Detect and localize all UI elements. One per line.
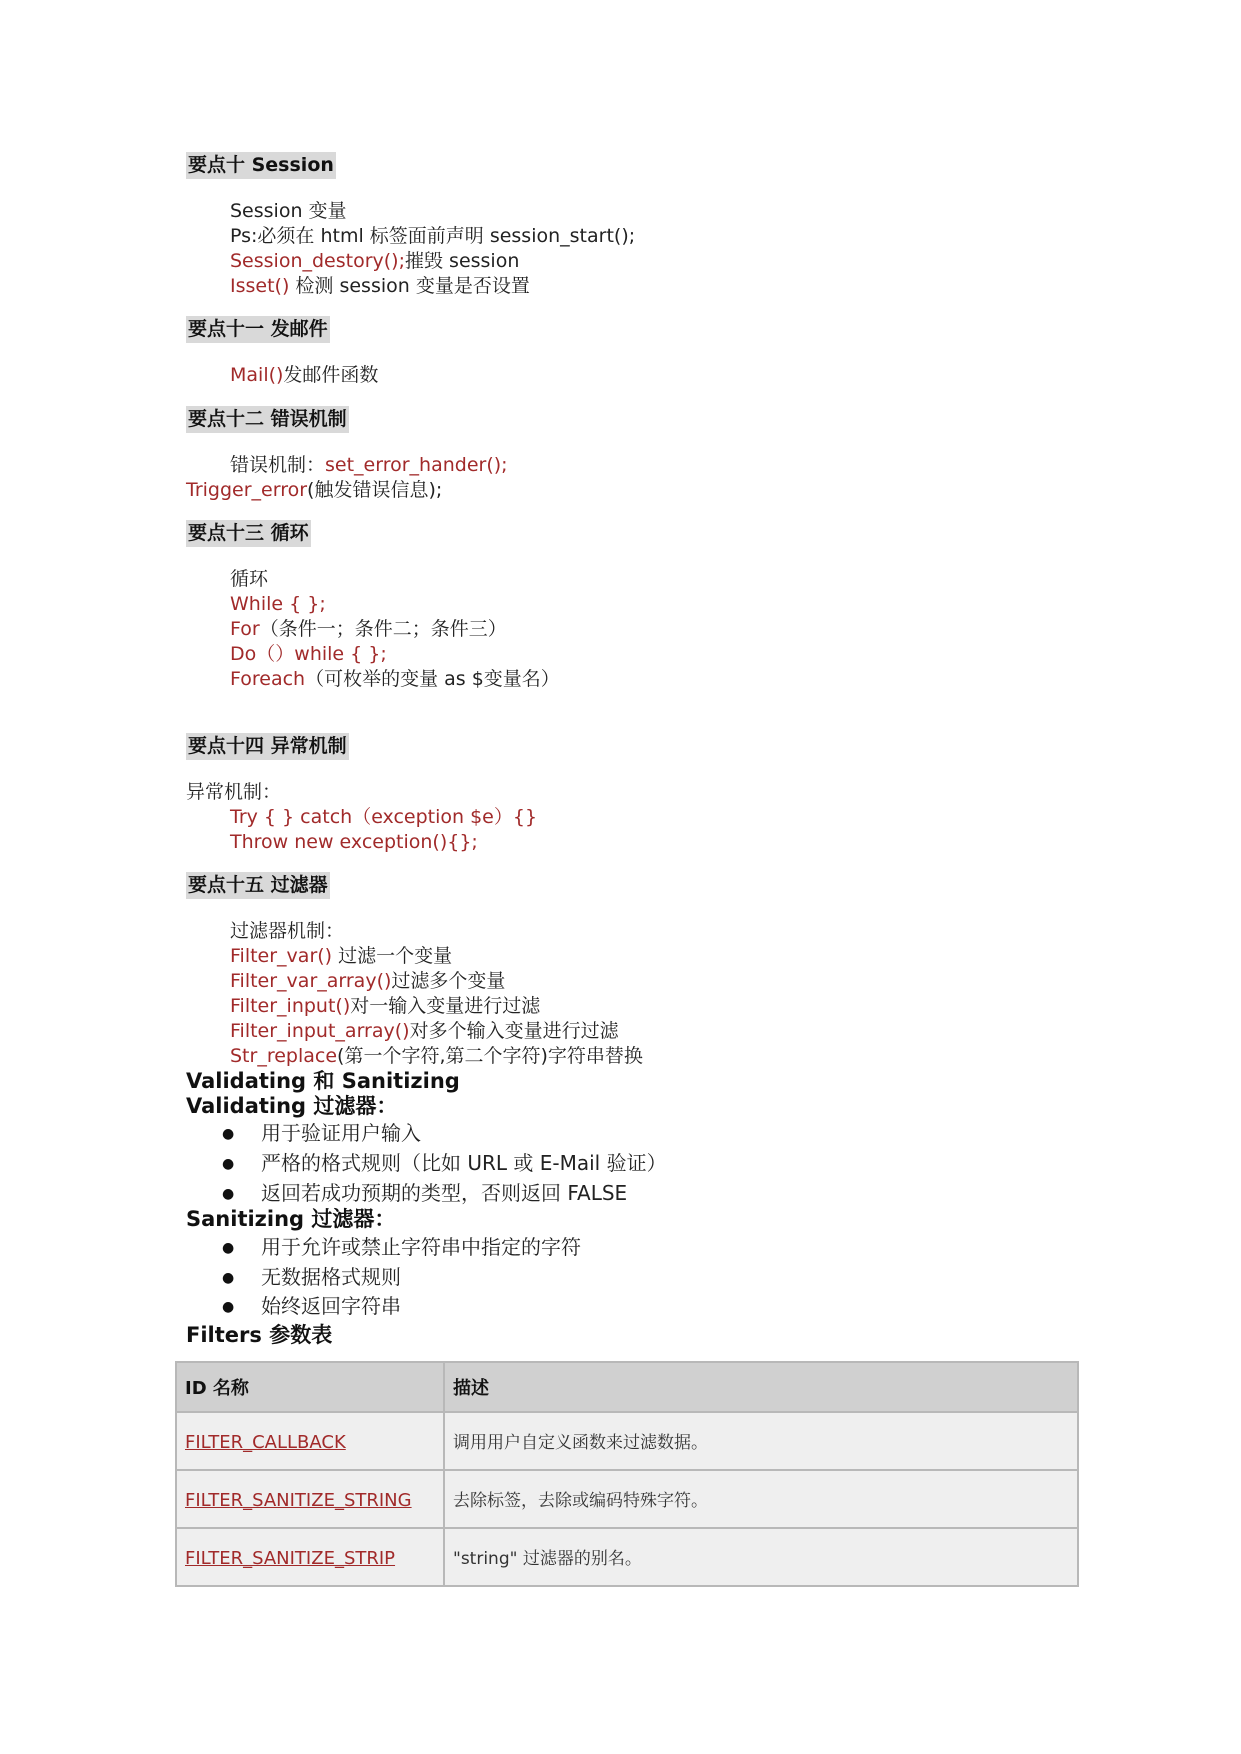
table-cell-desc: 调用用户自定义函数来过滤数据。 xyxy=(444,1412,1078,1470)
validating-heading: Validating 过滤器： xyxy=(186,1094,398,1118)
filter-item-text: 对多个输入变量进行过滤 xyxy=(409,1020,619,1042)
isset-text: 检测 session 变量是否设置 xyxy=(289,275,530,297)
filter-item-text: (第一个字符,第二个字符)字符串替换 xyxy=(337,1045,643,1067)
sanitizing-item: 始终返回字符串 xyxy=(261,1294,401,1318)
table-row xyxy=(176,1470,1078,1528)
bullet-icon: ● xyxy=(222,1126,235,1142)
bullet-icon: ● xyxy=(222,1240,235,1256)
filter-link[interactable]: FILTER_SANITIZE_STRIP xyxy=(185,1548,396,1569)
trigger-error-code: Trigger_error xyxy=(186,479,308,501)
session-variable-line: Session 变量 xyxy=(230,200,347,222)
session-destroy-text: 摧毁 session xyxy=(405,250,520,272)
isset-code: Isset() xyxy=(230,275,290,297)
filter-link[interactable]: FILTER_CALLBACK xyxy=(185,1432,346,1453)
for-line xyxy=(230,617,507,641)
validating-item: 返回若成功预期的类型，否则返回 FALSE xyxy=(261,1181,628,1205)
filter-item-code: Filter_input_array() xyxy=(230,1020,410,1042)
section-heading-mail: 要点十一 发邮件 xyxy=(186,316,330,343)
validating-sanitizing-title: Validating 和 Sanitizing xyxy=(186,1069,460,1093)
filter-item-code: Filter_input() xyxy=(230,995,351,1017)
session-start-note: Ps:必须在 html 标签面前声明 session_start(); xyxy=(230,225,636,247)
filter-item-text: 过滤一个变量 xyxy=(332,945,453,967)
section-heading-error: 要点十二 错误机制 xyxy=(186,406,349,433)
isset-line xyxy=(230,274,530,298)
do-parens: （） xyxy=(256,643,295,665)
bullet-icon: ● xyxy=(222,1270,235,1286)
foreach-text: （可枚举的变量 as $变量名） xyxy=(305,668,560,690)
filter-item xyxy=(230,944,452,968)
mail-line xyxy=(230,363,378,387)
table-header-row xyxy=(176,1362,1078,1412)
validating-item: 用于验证用户输入 xyxy=(261,1121,421,1145)
filter-link[interactable]: FILTER_SANITIZE_STRING xyxy=(185,1490,412,1511)
while-line: While { }; xyxy=(230,593,326,615)
table-header-desc: 描述 xyxy=(444,1362,1078,1412)
sanitizing-heading: Sanitizing 过滤器： xyxy=(186,1207,396,1231)
session-destroy-line xyxy=(230,249,519,273)
do-while-code: while { }; xyxy=(294,643,387,665)
filter-item xyxy=(230,1019,619,1043)
table-cell-id xyxy=(176,1412,444,1470)
filter-item xyxy=(230,969,505,993)
table-cell-id xyxy=(176,1470,444,1528)
filter-item-text: 对一输入变量进行过滤 xyxy=(350,995,541,1017)
loop-label: 循环 xyxy=(230,568,269,590)
table-cell-id xyxy=(176,1528,444,1586)
do-while-line xyxy=(230,642,387,666)
sanitizing-item: 无数据格式规则 xyxy=(261,1265,401,1289)
mail-code: Mail() xyxy=(230,364,284,386)
table-row xyxy=(176,1412,1078,1470)
foreach-code: Foreach xyxy=(230,668,306,690)
filters-table xyxy=(175,1361,1079,1587)
section-heading-filter: 要点十五 过滤器 xyxy=(186,872,330,899)
trigger-error-line xyxy=(186,478,442,502)
bullet-icon: ● xyxy=(222,1299,235,1315)
do-code: Do xyxy=(230,643,257,665)
foreach-line xyxy=(230,667,560,691)
try-catch-line: Try { } catch（exception $e）{} xyxy=(230,806,538,828)
table-header-id: ID 名称 xyxy=(176,1362,444,1412)
filter-item-code: Filter_var() xyxy=(230,945,333,967)
trigger-error-text: (触发错误信息); xyxy=(307,479,443,501)
filter-label: 过滤器机制： xyxy=(230,920,345,942)
error-handler-line xyxy=(230,453,508,477)
session-destroy-code: Session_destory(); xyxy=(230,250,405,272)
section-heading-exception: 要点十四 异常机制 xyxy=(186,733,349,760)
filter-item-code: Str_replace xyxy=(230,1045,338,1067)
bullet-icon: ● xyxy=(222,1156,235,1172)
sanitizing-item: 用于允许或禁止字符串中指定的字符 xyxy=(261,1235,581,1259)
filter-item-code: Filter_var_array() xyxy=(230,970,392,992)
error-handler-label: 错误机制： xyxy=(230,454,326,476)
throw-line: Throw new exception(){}; xyxy=(230,831,478,853)
table-cell-desc: "string" 过滤器的别名。 xyxy=(444,1528,1078,1586)
for-text: （条件一；条件二；条件三） xyxy=(259,618,507,640)
filters-table-caption: Filters 参数表 xyxy=(186,1323,333,1347)
filter-item xyxy=(230,994,540,1018)
filter-item xyxy=(230,1044,643,1068)
table-row xyxy=(176,1528,1078,1586)
filter-item-text: 过滤多个变量 xyxy=(391,970,506,992)
for-code: For xyxy=(230,618,260,640)
validating-item: 严格的格式规则（比如 URL 或 E-Mail 验证） xyxy=(261,1151,667,1175)
section-heading-loop: 要点十三 循环 xyxy=(186,520,311,547)
exception-label: 异常机制： xyxy=(186,781,282,803)
mail-text: 发邮件函数 xyxy=(283,364,379,386)
section-heading-session: 要点十 Session xyxy=(186,152,336,179)
bullet-icon: ● xyxy=(222,1186,235,1202)
table-cell-desc: 去除标签，去除或编码特殊字符。 xyxy=(444,1470,1078,1528)
error-handler-code: set_error_hander(); xyxy=(325,454,508,476)
